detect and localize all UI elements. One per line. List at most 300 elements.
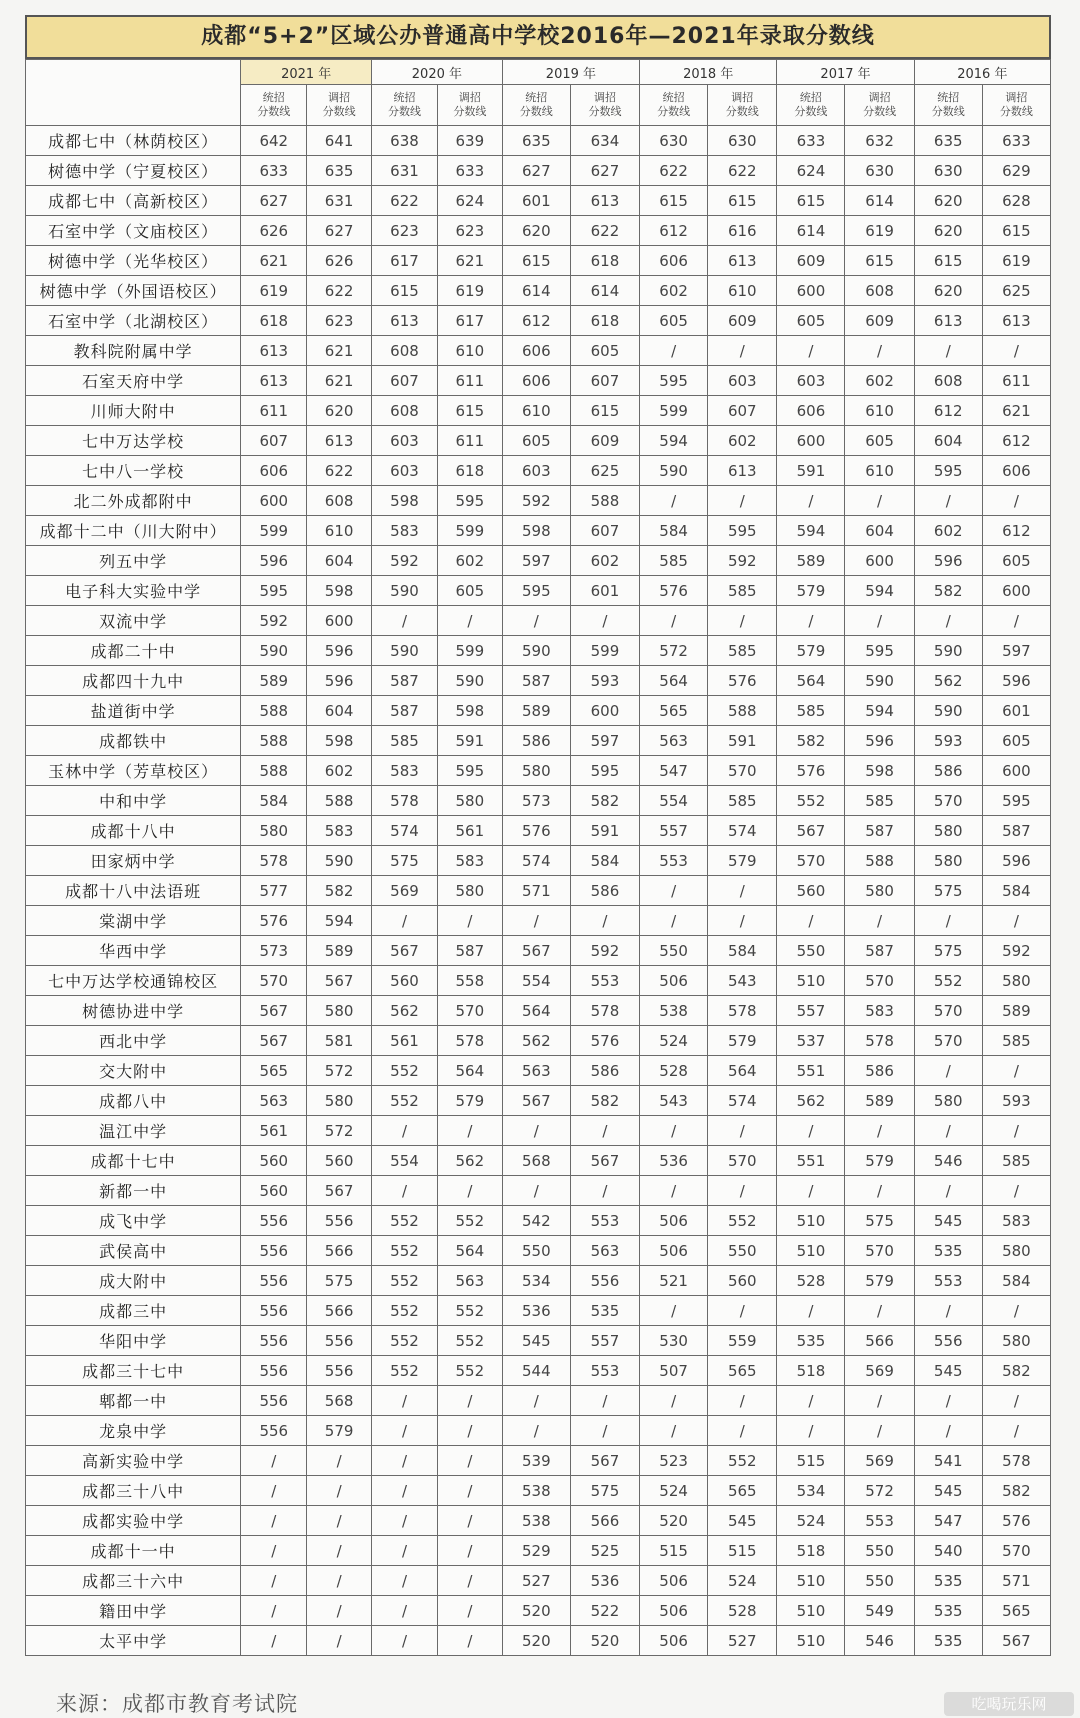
score-cell: / — [777, 1416, 845, 1446]
score-cell: 590 — [914, 696, 982, 726]
school-name-cell: 温江中学 — [26, 1116, 241, 1146]
score-cell: 590 — [307, 846, 372, 876]
score-cell: / — [570, 1386, 639, 1416]
table-row — [26, 516, 1051, 546]
score-cell: 565 — [241, 1056, 307, 1086]
score-cell: 537 — [777, 1026, 845, 1056]
score-cell: 602 — [437, 546, 502, 576]
unified-cutoff-header: 统招 分数线 — [640, 85, 708, 126]
score-cell: 615 — [777, 186, 845, 216]
score-cell: 626 — [307, 246, 372, 276]
score-cell: 576 — [570, 1026, 639, 1056]
score-cell: 627 — [570, 156, 639, 186]
score-cell: / — [845, 1176, 914, 1206]
score-cell: 606 — [777, 396, 845, 426]
score-cell: 560 — [241, 1176, 307, 1206]
score-cell: 580 — [241, 816, 307, 846]
score-cell: 582 — [570, 786, 639, 816]
score-cell: 627 — [502, 156, 570, 186]
score-cell: 551 — [777, 1146, 845, 1176]
score-cell: 584 — [982, 876, 1050, 906]
score-cell: / — [307, 1476, 372, 1506]
score-cell: 518 — [777, 1536, 845, 1566]
year-header-cell: 2017 年 — [777, 60, 914, 85]
school-name-cell: 树德协进中学 — [26, 996, 241, 1026]
score-cell: 506 — [640, 1626, 708, 1656]
year-header-cell: 2021 年 — [241, 60, 372, 85]
score-cell: 590 — [372, 636, 438, 666]
score-cell: 573 — [502, 786, 570, 816]
score-cell: 611 — [437, 366, 502, 396]
score-cell: 610 — [708, 276, 777, 306]
score-cell: 563 — [640, 726, 708, 756]
score-cell: 611 — [241, 396, 307, 426]
score-cell: 562 — [777, 1086, 845, 1116]
score-cell: 541 — [914, 1446, 982, 1476]
score-cell: 557 — [640, 816, 708, 846]
school-name-cell: 成都三十八中 — [26, 1476, 241, 1506]
score-cell: 611 — [982, 366, 1050, 396]
score-cell: / — [982, 336, 1050, 366]
score-cell: 605 — [982, 726, 1050, 756]
school-name-cell: 太平中学 — [26, 1626, 241, 1656]
table-row — [26, 366, 1051, 396]
score-cell: 564 — [437, 1056, 502, 1086]
unified-cutoff-header: 统招 分数线 — [777, 85, 845, 126]
table-row — [26, 306, 1051, 336]
score-cell: 567 — [241, 996, 307, 1026]
score-cell: 615 — [372, 276, 438, 306]
table-row — [26, 1086, 1051, 1116]
score-cell: 607 — [570, 516, 639, 546]
score-cell: 552 — [372, 1266, 438, 1296]
score-cell: 584 — [570, 846, 639, 876]
score-cell: / — [372, 1476, 438, 1506]
score-cell: 606 — [502, 336, 570, 366]
adjusted-cutoff-header: 调招 分数线 — [437, 85, 502, 126]
score-cell: / — [640, 486, 708, 516]
score-cell: / — [914, 606, 982, 636]
score-cell: 556 — [241, 1326, 307, 1356]
score-cell: 607 — [708, 396, 777, 426]
score-cell: 590 — [914, 636, 982, 666]
school-name-cell: 成都十二中（川大附中） — [26, 516, 241, 546]
score-cell: 568 — [307, 1386, 372, 1416]
table-row — [26, 246, 1051, 276]
score-cell: 619 — [845, 216, 914, 246]
school-name-cell: 成都十八中法语班 — [26, 876, 241, 906]
score-cell: 625 — [570, 456, 639, 486]
score-cell: 600 — [777, 426, 845, 456]
score-cell: 598 — [307, 576, 372, 606]
score-cell: / — [372, 1596, 438, 1626]
score-cell: / — [570, 906, 639, 936]
table-row — [26, 1236, 1051, 1266]
score-cell: 604 — [845, 516, 914, 546]
score-cell: 582 — [307, 876, 372, 906]
score-cell: 550 — [708, 1236, 777, 1266]
score-cell: 604 — [307, 696, 372, 726]
table-row — [26, 606, 1051, 636]
score-cell: 609 — [570, 426, 639, 456]
table-row — [26, 666, 1051, 696]
score-cell: 623 — [307, 306, 372, 336]
score-cell: 572 — [640, 636, 708, 666]
score-cell: / — [570, 606, 639, 636]
score-cell: 631 — [307, 186, 372, 216]
score-cell: 591 — [437, 726, 502, 756]
score-cell: / — [640, 876, 708, 906]
score-cell: 552 — [437, 1326, 502, 1356]
score-cell: 607 — [570, 366, 639, 396]
score-cell: 567 — [307, 966, 372, 996]
score-cell: / — [914, 486, 982, 516]
score-cell: 610 — [845, 396, 914, 426]
score-cell: 588 — [241, 726, 307, 756]
score-cell: 561 — [437, 816, 502, 846]
score-cell: 580 — [307, 996, 372, 1026]
score-cell: 596 — [982, 846, 1050, 876]
score-cell: 584 — [982, 1266, 1050, 1296]
score-cell: 535 — [914, 1566, 982, 1596]
score-cell: 613 — [372, 306, 438, 336]
score-cell: 588 — [845, 846, 914, 876]
score-cell: 575 — [914, 936, 982, 966]
school-name-cell: 成都三十六中 — [26, 1566, 241, 1596]
table-row — [26, 156, 1051, 186]
page-title: 成都“5+2”区域公办普通高中学校2016年—2021年录取分数线 — [25, 15, 1051, 59]
table-row — [26, 486, 1051, 516]
score-cell: 536 — [570, 1566, 639, 1596]
score-cell: 560 — [708, 1266, 777, 1296]
score-table — [25, 59, 1051, 1656]
score-cell: 578 — [372, 786, 438, 816]
score-cell: / — [640, 1176, 708, 1206]
score-cell: 613 — [241, 366, 307, 396]
score-cell: 622 — [570, 216, 639, 246]
score-cell: 627 — [241, 186, 307, 216]
score-cell: 579 — [845, 1146, 914, 1176]
score-cell: 552 — [708, 1446, 777, 1476]
score-cell: 552 — [372, 1056, 438, 1086]
score-cell: 635 — [307, 156, 372, 186]
score-cell: 602 — [640, 276, 708, 306]
year-header-cell: 2020 年 — [372, 60, 503, 85]
score-cell: 536 — [640, 1146, 708, 1176]
score-cell: / — [241, 1476, 307, 1506]
score-cell: 510 — [777, 1206, 845, 1236]
school-name-cell: 交大附中 — [26, 1056, 241, 1086]
score-cell: 600 — [570, 696, 639, 726]
school-name-cell: 龙泉中学 — [26, 1416, 241, 1446]
score-cell: 576 — [708, 666, 777, 696]
score-cell: 552 — [372, 1326, 438, 1356]
score-cell: 576 — [982, 1506, 1050, 1536]
score-cell: / — [372, 1116, 438, 1146]
table-row — [26, 1356, 1051, 1386]
score-cell: 621 — [241, 246, 307, 276]
score-cell: 606 — [241, 456, 307, 486]
score-cell: 561 — [372, 1026, 438, 1056]
score-cell: / — [914, 1416, 982, 1446]
score-cell: 615 — [502, 246, 570, 276]
score-cell: 617 — [372, 246, 438, 276]
score-cell: 606 — [640, 246, 708, 276]
score-cell: 611 — [437, 426, 502, 456]
score-cell: 567 — [372, 936, 438, 966]
score-cell: / — [640, 606, 708, 636]
score-cell: 573 — [241, 936, 307, 966]
score-cell: 612 — [640, 216, 708, 246]
school-name-cell: 玉林中学（芳草校区） — [26, 756, 241, 786]
score-cell: 580 — [845, 876, 914, 906]
score-cell: / — [437, 1446, 502, 1476]
score-cell: 590 — [845, 666, 914, 696]
score-cell: 622 — [307, 456, 372, 486]
score-cell: / — [982, 1176, 1050, 1206]
score-cell: 572 — [307, 1116, 372, 1146]
table-row — [26, 1506, 1051, 1536]
score-cell: 591 — [708, 726, 777, 756]
score-cell: 605 — [845, 426, 914, 456]
school-name-cell: 成都十八中 — [26, 816, 241, 846]
score-cell: / — [437, 1116, 502, 1146]
score-cell: 585 — [777, 696, 845, 726]
score-cell: 587 — [372, 696, 438, 726]
score-cell: / — [437, 1386, 502, 1416]
score-cell: 550 — [640, 936, 708, 966]
score-cell: 554 — [640, 786, 708, 816]
score-cell: 617 — [437, 306, 502, 336]
score-cell: 593 — [982, 1086, 1050, 1116]
score-cell: 622 — [372, 186, 438, 216]
score-cell: / — [640, 1416, 708, 1446]
school-name-cell: 树德中学（宁夏校区） — [26, 156, 241, 186]
school-name-cell: 郫都一中 — [26, 1386, 241, 1416]
score-cell: 560 — [241, 1146, 307, 1176]
score-cell: 582 — [982, 1476, 1050, 1506]
score-cell: / — [241, 1596, 307, 1626]
score-cell: / — [708, 486, 777, 516]
score-cell: 556 — [241, 1416, 307, 1446]
score-cell: / — [845, 486, 914, 516]
score-cell: 583 — [982, 1206, 1050, 1236]
score-cell: 552 — [372, 1206, 438, 1236]
score-cell: 615 — [914, 246, 982, 276]
score-cell: 596 — [845, 726, 914, 756]
score-cell: 605 — [640, 306, 708, 336]
score-cell: 596 — [914, 546, 982, 576]
score-cell: 585 — [372, 726, 438, 756]
score-cell: 527 — [502, 1566, 570, 1596]
score-cell: 613 — [708, 246, 777, 276]
score-cell: 556 — [241, 1296, 307, 1326]
score-cell: 615 — [640, 186, 708, 216]
score-cell: 534 — [502, 1266, 570, 1296]
score-cell: / — [914, 1056, 982, 1086]
score-cell: / — [437, 1416, 502, 1446]
table-row — [26, 1026, 1051, 1056]
score-cell: 602 — [708, 426, 777, 456]
score-cell: 583 — [307, 816, 372, 846]
score-cell: / — [640, 1296, 708, 1326]
score-cell: / — [372, 1566, 438, 1596]
score-cell: / — [502, 606, 570, 636]
score-cell: 569 — [845, 1356, 914, 1386]
score-cell: 595 — [570, 756, 639, 786]
score-cell: 553 — [570, 1206, 639, 1236]
score-cell: 552 — [914, 966, 982, 996]
score-cell: / — [437, 1566, 502, 1596]
score-cell: 579 — [307, 1416, 372, 1446]
score-cell: 586 — [570, 876, 639, 906]
score-cell: 584 — [640, 516, 708, 546]
score-cell: 598 — [502, 516, 570, 546]
score-cell: 587 — [502, 666, 570, 696]
score-cell: 633 — [777, 126, 845, 156]
score-cell: 524 — [708, 1566, 777, 1596]
score-cell: 615 — [845, 246, 914, 276]
table-row — [26, 1326, 1051, 1356]
score-cell: 579 — [777, 576, 845, 606]
score-cell: / — [372, 1416, 438, 1446]
score-cell: 553 — [570, 1356, 639, 1386]
score-cell: 604 — [914, 426, 982, 456]
score-cell: 535 — [777, 1326, 845, 1356]
score-cell: 547 — [914, 1506, 982, 1536]
score-cell: 614 — [845, 186, 914, 216]
score-cell: / — [640, 336, 708, 366]
score-cell: 596 — [241, 546, 307, 576]
score-cell: 528 — [708, 1596, 777, 1626]
score-cell: 588 — [570, 486, 639, 516]
score-cell: / — [437, 1536, 502, 1566]
score-cell: 580 — [982, 1236, 1050, 1266]
score-cell: 539 — [502, 1446, 570, 1476]
score-cell: / — [982, 606, 1050, 636]
school-name-cell: 川师大附中 — [26, 396, 241, 426]
table-row — [26, 636, 1051, 666]
score-cell: 613 — [708, 456, 777, 486]
score-cell: 576 — [777, 756, 845, 786]
score-cell: 579 — [708, 846, 777, 876]
score-cell: / — [502, 1416, 570, 1446]
table-body — [26, 126, 1051, 1656]
score-cell: 607 — [241, 426, 307, 456]
score-cell: 553 — [570, 966, 639, 996]
table-row — [26, 966, 1051, 996]
score-cell: 552 — [372, 1236, 438, 1266]
score-cell: 610 — [502, 396, 570, 426]
score-cell: 628 — [982, 186, 1050, 216]
score-cell: 567 — [241, 1026, 307, 1056]
score-cell: 552 — [437, 1206, 502, 1236]
score-cell: 618 — [241, 306, 307, 336]
score-cell: / — [372, 1536, 438, 1566]
score-cell: 595 — [982, 786, 1050, 816]
score-cell: 610 — [307, 516, 372, 546]
score-cell: / — [372, 1506, 438, 1536]
score-cell: / — [307, 1446, 372, 1476]
score-cell: 589 — [241, 666, 307, 696]
school-name-cell: 石室中学（北湖校区） — [26, 306, 241, 336]
table-row — [26, 996, 1051, 1026]
score-cell: 581 — [307, 1026, 372, 1056]
score-cell: 580 — [914, 846, 982, 876]
adjusted-cutoff-header: 调招 分数线 — [708, 85, 777, 126]
score-cell: 585 — [982, 1026, 1050, 1056]
score-cell: 632 — [845, 126, 914, 156]
score-cell: 534 — [777, 1476, 845, 1506]
score-cell: 614 — [570, 276, 639, 306]
school-name-cell: 成都十一中 — [26, 1536, 241, 1566]
score-cell: 588 — [241, 696, 307, 726]
score-cell: 586 — [914, 756, 982, 786]
score-cell: 552 — [372, 1086, 438, 1116]
adjusted-cutoff-header: 调招 分数线 — [845, 85, 914, 126]
score-cell: 610 — [845, 456, 914, 486]
score-cell: 595 — [914, 456, 982, 486]
score-cell: / — [640, 1386, 708, 1416]
score-cell: 615 — [437, 396, 502, 426]
score-cell: 582 — [570, 1086, 639, 1116]
score-cell: 613 — [982, 306, 1050, 336]
score-cell: 625 — [982, 276, 1050, 306]
score-cell: 567 — [307, 1176, 372, 1206]
score-cell: 601 — [570, 576, 639, 606]
score-cell: 563 — [570, 1236, 639, 1266]
score-cell: 605 — [502, 426, 570, 456]
score-cell: 603 — [708, 366, 777, 396]
score-cell: 599 — [241, 516, 307, 546]
score-cell: 515 — [777, 1446, 845, 1476]
score-cell: 589 — [307, 936, 372, 966]
score-cell: 602 — [914, 516, 982, 546]
score-cell: 535 — [914, 1596, 982, 1626]
table-row — [26, 216, 1051, 246]
table-row — [26, 1146, 1051, 1176]
table-row — [26, 1176, 1051, 1206]
score-cell: 586 — [570, 1056, 639, 1086]
score-cell: 575 — [372, 846, 438, 876]
score-cell: 585 — [708, 786, 777, 816]
score-cell: 560 — [372, 966, 438, 996]
score-cell: 589 — [982, 996, 1050, 1026]
score-cell: 618 — [570, 306, 639, 336]
school-name-cell: 高新实验中学 — [26, 1446, 241, 1476]
score-cell: 535 — [914, 1626, 982, 1656]
score-cell: 603 — [372, 456, 438, 486]
score-cell: 507 — [640, 1356, 708, 1386]
score-cell: 553 — [640, 846, 708, 876]
score-cell: 600 — [777, 276, 845, 306]
school-name-cell: 成飞中学 — [26, 1206, 241, 1236]
score-cell: 594 — [640, 426, 708, 456]
score-cell: / — [914, 1176, 982, 1206]
table-row — [26, 546, 1051, 576]
score-cell: 630 — [845, 156, 914, 186]
score-cell: 620 — [914, 276, 982, 306]
table-row — [26, 276, 1051, 306]
score-cell: 571 — [982, 1566, 1050, 1596]
table-row — [26, 696, 1051, 726]
unified-cutoff-header: 统招 分数线 — [372, 85, 438, 126]
score-cell: 578 — [845, 1026, 914, 1056]
score-cell: 570 — [914, 1026, 982, 1056]
unified-cutoff-header: 统招 分数线 — [241, 85, 307, 126]
score-cell: 566 — [307, 1236, 372, 1266]
score-cell: 574 — [708, 1086, 777, 1116]
